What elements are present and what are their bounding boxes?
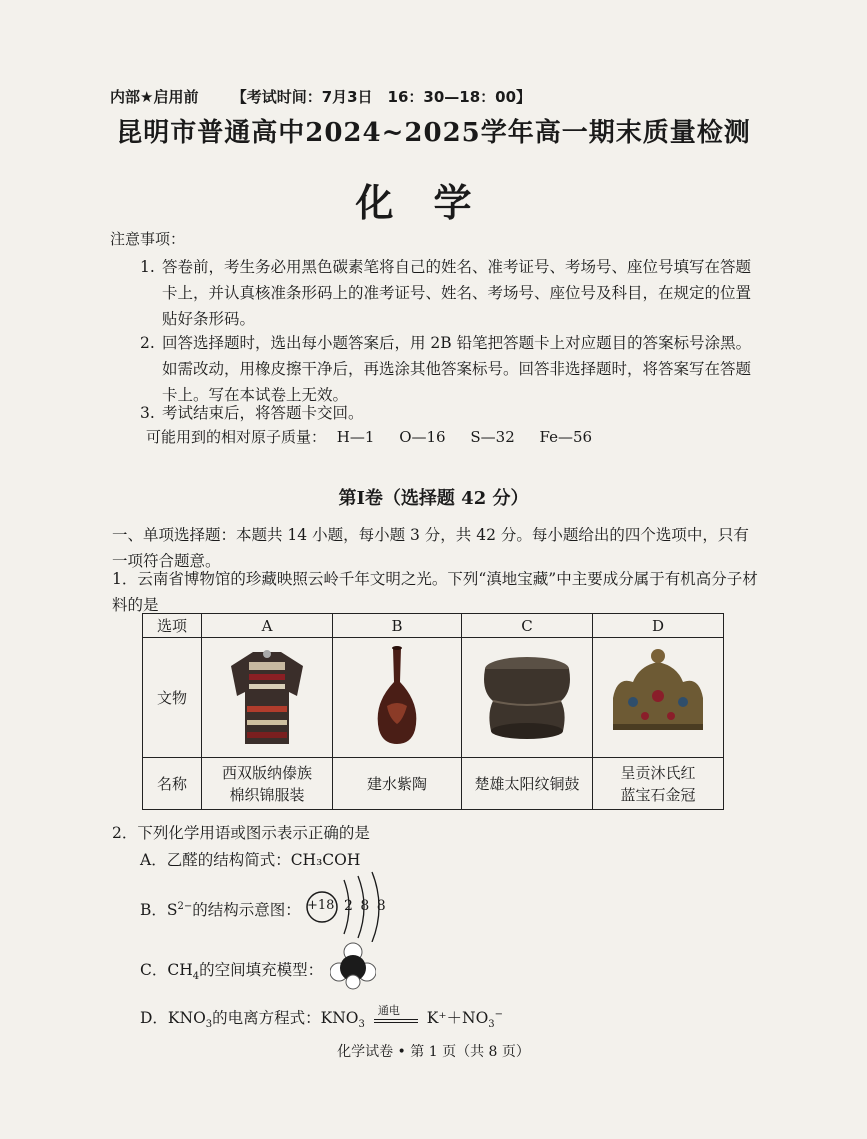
- exam-header: [110, 86, 531, 107]
- reaction-arrow: 通电: [374, 1016, 418, 1023]
- option-b-header: B: [333, 614, 462, 638]
- q1-stem: 1．云南省博物馆的珍藏映照云岭千年文明之光。下列“滇地宝藏”中主要成分属于有机高分子材料的是: [112, 570, 758, 614]
- name-a: 西双版纳傣族 棉织锦服装: [202, 758, 333, 810]
- page-footer: 化学试卷 • 第 1 页（共 8 页）: [337, 1044, 530, 1060]
- confidential-label: 内部★启用前: [110, 88, 199, 106]
- nucleus-charge: +18: [307, 898, 335, 913]
- name-d: 呈贡沐氏红 蓝宝石金冠: [593, 758, 724, 810]
- notes-heading: 注意事项：: [110, 230, 186, 248]
- pottery-vase-image: [333, 638, 462, 758]
- q2-option-c: C．$CH_4$的空间填充模型：: [140, 961, 324, 983]
- q2-stem: 2．下列化学用语或图示表示正确的是: [112, 824, 370, 842]
- q2-option-a: A．乙醛的结构简式：CH₃COH: [140, 851, 361, 869]
- name-b: 建水紫陶: [333, 758, 462, 810]
- section-title: 第Ⅰ卷（选择题 42 分）: [338, 488, 529, 509]
- electron-shells: 2 8 8: [344, 898, 386, 914]
- ion-structure-diagram: [300, 870, 400, 942]
- atomic-mass-line: 可能用到的相对原子质量： H—1 O—16 S—32 Fe—56: [146, 428, 593, 446]
- artifact-row-label: 文物: [143, 638, 202, 758]
- table-header-label: 选项: [143, 614, 202, 638]
- part1-heading: 一、单项选择题：本题共 14 小题，每小题 3 分，共 42 分。每小题给出的四个选项中，只有一项符合题意。: [112, 526, 749, 570]
- gold-crown-image: [593, 638, 724, 758]
- garment-image: [202, 638, 333, 758]
- artifact-table: [142, 613, 724, 810]
- name-row-label: 名称: [143, 758, 202, 810]
- exam-title: 昆明市普通高中2024~2025学年高一期末质量检测: [116, 118, 751, 148]
- name-c: 楚雄太阳纹铜鼓: [462, 758, 593, 810]
- note-item: 2. 回答选择题时，选出每小题答案后，用 2B 铅笔把答题卡上对应题目的答案标号涂黑。如需改动，用橡皮擦干净后，再选涂其他答案标号。回答非选择题时，将答案写在答题卡上。写在本试卷上无效。: [140, 334, 752, 404]
- option-a-header: A: [202, 614, 333, 638]
- option-d-header: D: [593, 614, 724, 638]
- q2-option-b: B．$S^{2-}$的结构示意图：: [140, 900, 301, 919]
- note-item: 3. 考试结束后，将答题卡交回。: [140, 404, 364, 422]
- exam-time: 【考试时间：7月3日 16：30—18：00】: [231, 88, 532, 106]
- space-filling-model: [330, 942, 376, 994]
- bronze-drum-image: [462, 638, 593, 758]
- q2-option-d: D．$KNO_3$的电离方程式：$KNO_3$ 通电 $K^++NO_3^-$: [140, 1004, 504, 1031]
- subject-title: 化学: [355, 180, 512, 225]
- option-c-header: C: [462, 614, 593, 638]
- note-item: 1. 答卷前，考生务必用黑色碳素笔将自己的姓名、准考证号、考场号、座位号填写在答题卡上，并认真核准条形码上的准考证号、姓名、考场号、座位号及科目，在规定的位置贴好条形码。: [140, 258, 752, 328]
